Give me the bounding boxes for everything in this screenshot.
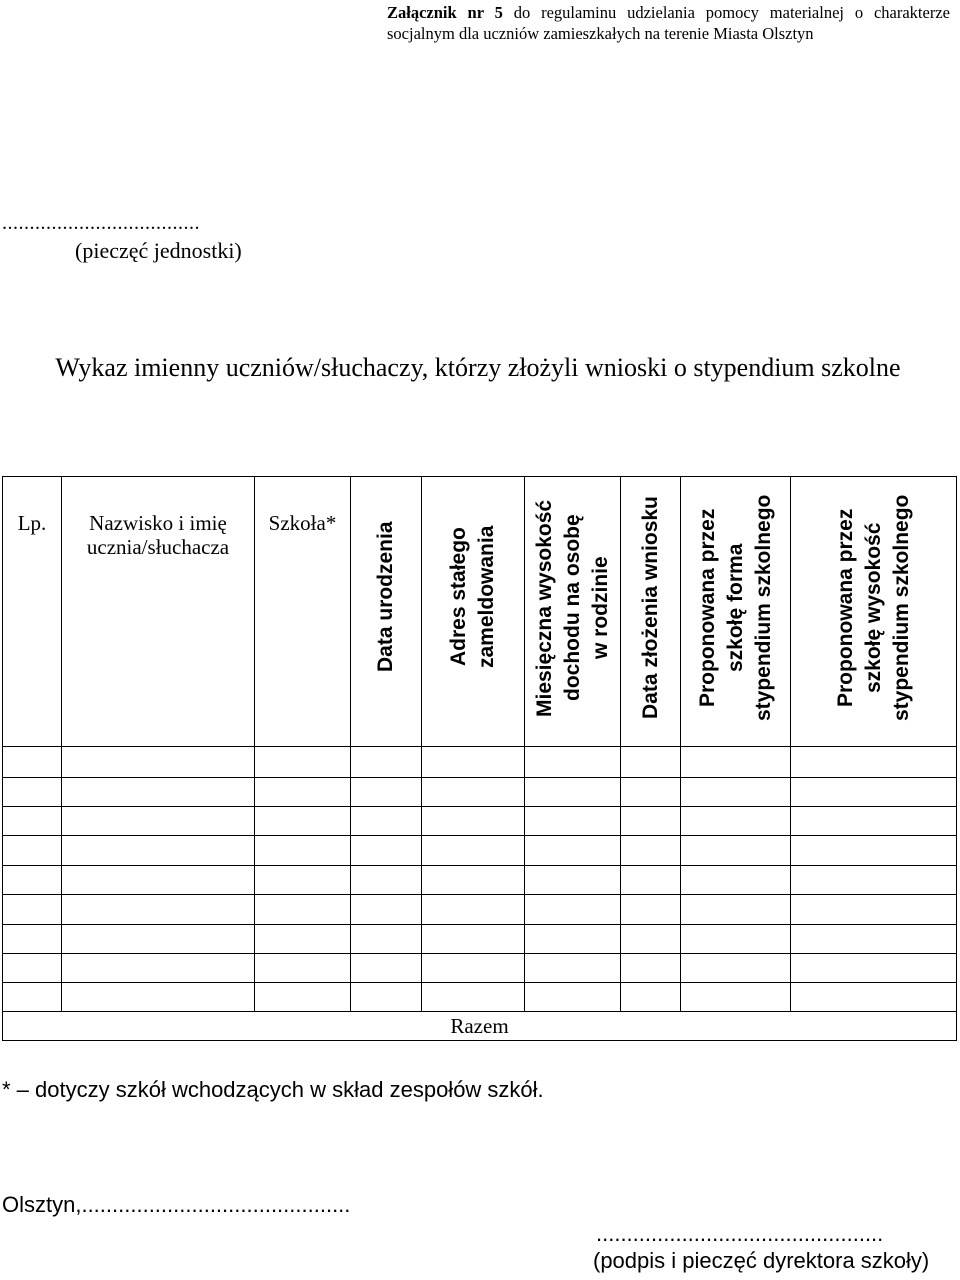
header-form-label xyxy=(694,477,778,739)
cell-name[interactable] xyxy=(62,925,255,954)
income-line-3: w rodzinie xyxy=(588,556,612,660)
cell-address[interactable] xyxy=(422,747,525,778)
cell-birth-date[interactable] xyxy=(351,895,422,925)
cell-submission-date[interactable] xyxy=(621,983,681,1012)
table-row xyxy=(3,954,957,983)
header-school xyxy=(255,477,351,747)
header-birth-date xyxy=(351,477,422,747)
cell-school[interactable] xyxy=(255,895,351,925)
table-row xyxy=(3,866,957,895)
cell-school[interactable] xyxy=(255,778,351,807)
income-line-2: dochodu na osobę xyxy=(560,514,584,702)
table-row xyxy=(3,925,957,954)
cell-birth-date[interactable] xyxy=(351,836,422,866)
cell-name[interactable] xyxy=(62,747,255,778)
cell-income[interactable] xyxy=(525,866,621,895)
cell-birth-date[interactable] xyxy=(351,807,422,836)
birth-date-text: Data urodzenia xyxy=(374,521,397,673)
amount-line-3: stypendium szkolnego xyxy=(889,494,913,722)
table-row xyxy=(3,895,957,925)
amount-line-1: Proponowana przez xyxy=(833,508,857,708)
header-name-label: Nazwisko i imię ucznia/słuchacza xyxy=(86,511,230,559)
cell-address[interactable] xyxy=(422,983,525,1012)
cell-amount[interactable] xyxy=(791,807,957,836)
cell-amount[interactable] xyxy=(791,836,957,866)
page-title: Wykaz imienny uczniów/słuchaczy, którzy złożyli wnioski o stypendium szkolne xyxy=(55,353,901,382)
header-birth-date-label xyxy=(372,477,400,739)
form-line-2: szkołę forma xyxy=(723,543,747,673)
annex-text: do regulaminu udzielania pomocy materialnej o charakterze socjalnym dla uczniów zamieszkałych na terenie Miasta Olsztyn xyxy=(387,3,950,43)
cell-lp[interactable] xyxy=(3,925,62,954)
address-line-1: Adres stałego xyxy=(447,527,470,667)
cell-form[interactable] xyxy=(681,954,791,983)
header-income-label xyxy=(531,477,615,739)
header-address xyxy=(422,477,525,747)
cell-address[interactable] xyxy=(422,866,525,895)
cell-amount[interactable] xyxy=(791,895,957,925)
header-submission-date-label xyxy=(637,477,665,739)
place-date-line: Olsztyn,............................................ xyxy=(2,1192,351,1217)
table-row xyxy=(3,807,957,836)
header-income xyxy=(525,477,621,747)
footnote: * – dotyczy szkół wchodzących w skład zespołów szkół. xyxy=(2,1077,544,1102)
table-row xyxy=(3,836,957,866)
cell-name[interactable] xyxy=(62,866,255,895)
total-row xyxy=(3,1012,957,1041)
cell-income[interactable] xyxy=(525,983,621,1012)
cell-form[interactable] xyxy=(681,895,791,925)
cell-birth-date[interactable] xyxy=(351,778,422,807)
cell-birth-date[interactable] xyxy=(351,925,422,954)
table-row xyxy=(3,778,957,807)
applicants-table xyxy=(2,476,957,1041)
annex-number: Załącznik nr 5 xyxy=(387,3,503,22)
cell-name[interactable] xyxy=(62,954,255,983)
cell-submission-date[interactable] xyxy=(621,836,681,866)
cell-form[interactable] xyxy=(681,778,791,807)
cell-name[interactable] xyxy=(62,807,255,836)
income-line-1: Miesięczna wysokość xyxy=(532,499,556,717)
cell-birth-date[interactable] xyxy=(351,983,422,1012)
signature-label: (podpis i pieczęć dyrektora szkoły) xyxy=(593,1248,930,1273)
amount-line-2: szkołę wysokość xyxy=(861,522,885,694)
header-school-label: Szkoła* xyxy=(268,511,337,535)
cell-address[interactable] xyxy=(422,836,525,866)
cell-submission-date[interactable] xyxy=(621,747,681,778)
cell-school[interactable] xyxy=(255,983,351,1012)
cell-lp[interactable] xyxy=(3,895,62,925)
cell-income[interactable] xyxy=(525,778,621,807)
cell-income[interactable] xyxy=(525,807,621,836)
cell-address[interactable] xyxy=(422,778,525,807)
cell-form[interactable] xyxy=(681,807,791,836)
cell-form[interactable] xyxy=(681,747,791,778)
header-lp-label: Lp. xyxy=(17,511,47,535)
cell-school[interactable] xyxy=(255,866,351,895)
header-lp xyxy=(3,477,62,747)
total-label: Razem xyxy=(3,1012,957,1041)
cell-name[interactable] xyxy=(62,983,255,1012)
table-row xyxy=(3,747,957,778)
cell-birth-date[interactable] xyxy=(351,747,422,778)
cell-school[interactable] xyxy=(255,954,351,983)
form-line-3: stypendium szkolnego xyxy=(751,494,775,722)
header-name xyxy=(62,477,255,747)
cell-income[interactable] xyxy=(525,747,621,778)
table-row xyxy=(3,983,957,1012)
cell-submission-date[interactable] xyxy=(621,895,681,925)
cell-submission-date[interactable] xyxy=(621,778,681,807)
cell-amount[interactable] xyxy=(791,866,957,895)
cell-form[interactable] xyxy=(681,866,791,895)
cell-name[interactable] xyxy=(62,778,255,807)
cell-amount[interactable] xyxy=(791,954,957,983)
cell-name[interactable] xyxy=(62,836,255,866)
annex-note xyxy=(387,2,950,44)
cell-school[interactable] xyxy=(255,925,351,954)
header-amount-label xyxy=(832,477,916,739)
cell-name[interactable] xyxy=(62,895,255,925)
cell-lp[interactable] xyxy=(3,807,62,836)
cell-lp[interactable] xyxy=(3,954,62,983)
cell-amount[interactable] xyxy=(791,747,957,778)
cell-school[interactable] xyxy=(255,836,351,866)
cell-address[interactable] xyxy=(422,807,525,836)
header-row xyxy=(3,477,957,747)
header-address-label xyxy=(445,477,501,739)
cell-lp[interactable] xyxy=(3,983,62,1012)
cell-amount[interactable] xyxy=(791,983,957,1012)
cell-income[interactable] xyxy=(525,895,621,925)
cell-income[interactable] xyxy=(525,925,621,954)
address-line-2: zameldowania xyxy=(475,525,498,669)
header-amount xyxy=(791,477,957,747)
cell-address[interactable] xyxy=(422,895,525,925)
cell-form[interactable] xyxy=(681,836,791,866)
signature-dotted-line: ............................................... xyxy=(596,1221,884,1246)
cell-income[interactable] xyxy=(525,954,621,983)
cell-address[interactable] xyxy=(422,925,525,954)
cell-submission-date[interactable] xyxy=(621,925,681,954)
cell-submission-date[interactable] xyxy=(621,954,681,983)
cell-submission-date[interactable] xyxy=(621,807,681,836)
cell-lp[interactable] xyxy=(3,778,62,807)
cell-lp[interactable] xyxy=(3,866,62,895)
cell-birth-date[interactable] xyxy=(351,866,422,895)
cell-amount[interactable] xyxy=(791,925,957,954)
cell-amount[interactable] xyxy=(791,778,957,807)
cell-form[interactable] xyxy=(681,983,791,1012)
cell-income[interactable] xyxy=(525,836,621,866)
cell-school[interactable] xyxy=(255,747,351,778)
cell-form[interactable] xyxy=(681,925,791,954)
cell-lp[interactable] xyxy=(3,747,62,778)
cell-submission-date[interactable] xyxy=(621,866,681,895)
cell-school[interactable] xyxy=(255,807,351,836)
stamp-dotted-line: .................................... xyxy=(2,212,200,234)
cell-address[interactable] xyxy=(422,954,525,983)
cell-birth-date[interactable] xyxy=(351,954,422,983)
header-submission-date xyxy=(621,477,681,747)
header-form xyxy=(681,477,791,747)
stamp-label: (pieczęć jednostki) xyxy=(75,238,242,263)
form-line-1: Proponowana przez xyxy=(695,508,719,708)
cell-lp[interactable] xyxy=(3,836,62,866)
submission-date-text: Data złożenia wniosku xyxy=(638,496,662,720)
